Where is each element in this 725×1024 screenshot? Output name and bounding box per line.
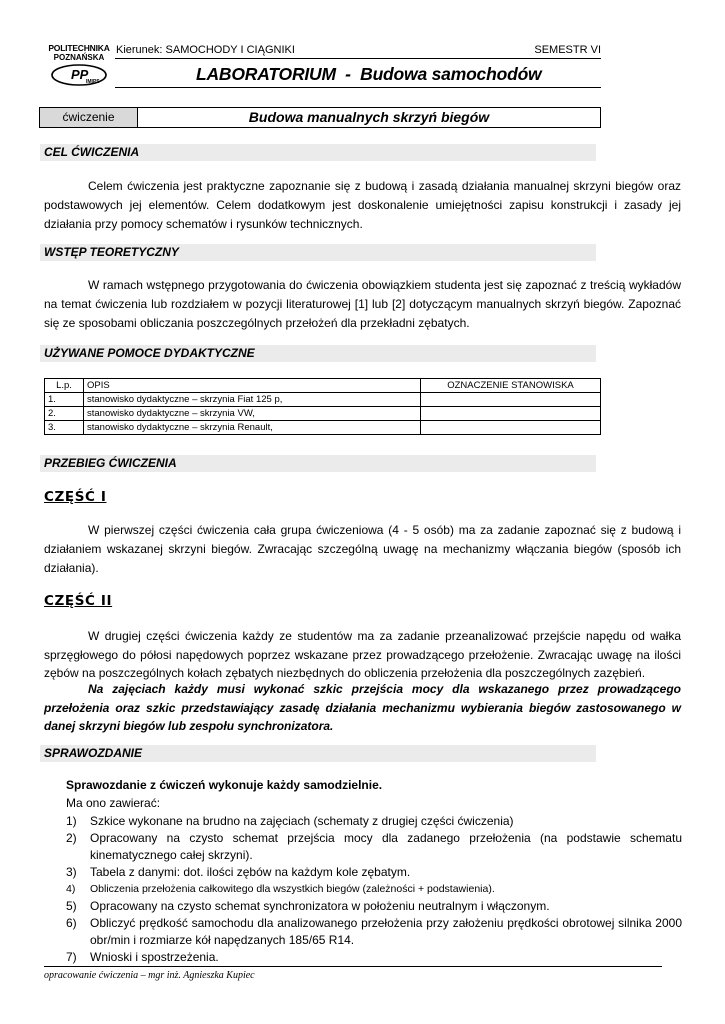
table-cell — [421, 407, 601, 421]
part-1-title: CZĘŚĆ I — [44, 489, 107, 505]
table-row — [45, 421, 601, 435]
report-bold-line: Sprawozdanie z ćwiczeń wykonuje każdy samodzielnie. — [66, 778, 383, 792]
report-intro: Ma ono zawierać: — [66, 796, 161, 810]
footer-divider — [44, 966, 662, 967]
part-1-text: W pierwszej części ćwiczenia cała grupa ćwiczeniowa (4 - 5 osób) ma za zadanie zapoznać się z budową i działaniem wskazanej skrzyni biegów. Zwracając szczególną uwagę na mechanizmy włączania biegów (sposób ich działania). — [44, 523, 681, 575]
list-number: 5) — [66, 899, 77, 913]
table-cell: stanowisko dydaktyczne – skrzynia Renault, — [84, 421, 421, 435]
list-number: 7) — [66, 950, 77, 964]
list-text: Wnioski i spostrzeżenia. — [90, 950, 219, 964]
list-number: 2) — [66, 831, 77, 845]
table-row — [45, 407, 601, 421]
list-item — [66, 813, 682, 830]
list-text: Obliczyć prędkość samochodu dla analizowanego przełożenia przy założeniu prędkości obrotowej silnika 2000 obr/min i rozmiarze kół napędzanych 185/65 R14. — [90, 916, 682, 947]
list-number: 4) — [66, 883, 76, 895]
list-text: Opracowany na czysto schemat przejścia mocy dla zadanego przełożenia (na podstawie schematu kinematycznego całej skrzyni). — [90, 831, 682, 862]
section-aids-header: UŻYWANE POMOCE DYDAKTYCZNE — [40, 345, 596, 362]
table-header-cell: OZNACZENIE STANOWISKA — [421, 379, 601, 393]
list-item — [66, 949, 682, 966]
table-header-cell: OPIS — [84, 379, 421, 393]
list-item — [66, 881, 682, 898]
section-report-header: SPRAWOZDANIE — [40, 745, 596, 762]
table-cell: 1. — [45, 393, 84, 407]
table-cell: stanowisko dydaktyczne – skrzynia Fiat 125 p, — [84, 393, 421, 407]
section-procedure-header: PRZEBIEG ĆWICZENIA — [40, 455, 596, 472]
list-text: Obliczenia przełożenia całkowitego dla wszystkich biegów (zależności + podstawienia). — [90, 883, 495, 895]
table-header-cell: L.p. — [45, 379, 84, 393]
list-item — [66, 830, 682, 864]
goal-text: Celem ćwiczenia jest praktyczne zapoznanie się z budową i zasadą działania manualnej skrzyni biegów oraz podstawowych jej elementów. Celem dodatkowym jest doskonalenie umiejętności zapisu konstrukcji i zasady jej działania przy pomocy schematów i rysunków technicznych. — [44, 179, 681, 231]
theory-text: W ramach wstępnego przygotowania do ćwiczenia obowiązkiem studenta jest się zapoznać z treścią wykładów na temat ćwiczenia lub rozdziałem w pozycji literaturowej [1] lub [2] dotyczącym manualnych skrzyń biegów. Zapoznać się ze sposobami obliczania poszczególnych przełożeń dla przekładni zębatych. — [44, 278, 681, 330]
exercise-box — [39, 107, 601, 128]
table-cell: 3. — [45, 421, 84, 435]
table-header-row — [45, 379, 601, 393]
footer-author: opracowanie ćwiczenia – mgr inż. Agnieszka Kupiec — [44, 970, 255, 981]
part-2-title: CZĘŚĆ II — [44, 593, 113, 609]
semester: SEMESTR VI — [534, 44, 601, 56]
exercise-title: Budowa manualnych skrzyń biegów — [248, 109, 490, 125]
aids-table — [44, 378, 601, 435]
header-divider — [115, 58, 601, 59]
table-cell — [421, 421, 601, 435]
table-cell: 2. — [45, 407, 84, 421]
logo-mark: PP — [71, 67, 89, 82]
field-of-study: Kierunek: SAMOCHODY I CIĄGNIKI — [116, 44, 295, 56]
list-item — [66, 915, 682, 949]
part-2-bold-text: Na zajęciach każdy musi wykonać szkic przejścia mocy dla wskazanego przez prowadzącego przełożenia oraz szkic przedstawiający zasadę działania mechanizmu wybierania biegów zastosowanego w danej skrzyni biegów lub zespołu synchronizatora. — [44, 682, 681, 733]
logo-sub: IMIPS — [86, 79, 100, 85]
header-divider-bottom — [115, 87, 601, 88]
logo-emblem-icon — [50, 63, 108, 87]
report-list — [66, 813, 682, 966]
list-number: 1) — [66, 814, 77, 828]
list-text: Szkice wykonane na brudno na zajęciach (schematy z drugiej części ćwiczenia) — [90, 814, 514, 828]
table-cell: stanowisko dydaktyczne – skrzynia VW, — [84, 407, 421, 421]
table-cell — [421, 393, 601, 407]
list-text: Opracowany na czysto schemat synchronizatora w położeniu neutralnym i włączonym. — [90, 899, 550, 913]
list-item — [66, 864, 682, 881]
university-logo — [44, 43, 114, 89]
part-2-text: W drugiej części ćwiczenia każdy ze studentów ma za zadanie przeanalizować przejście napędu od wałka sprzęgłowego do półosi napędowych poprzez wskazane przez prowadzącego przełożenie. Zwracając uwagę na ilości zębów na poszczególnych kołach zębatych niezbędnych do obliczenia przełożenia dla poszczególnych zazębień. — [44, 629, 681, 680]
page-title: LABORATORIUM - Budowa samochodów — [196, 64, 542, 84]
section-goal-header: CEL ĆWICZENIA — [40, 144, 596, 161]
list-item — [66, 898, 682, 915]
logo-line2: POZNAŃSKA — [53, 53, 105, 62]
section-theory-header: WSTĘP TEORETYCZNY — [40, 244, 596, 261]
list-number: 6) — [66, 916, 77, 930]
logo-line1: POLITECHNIKA — [48, 43, 110, 53]
list-text: Tabela z danymi: dot. ilości zębów na każdym kole zębatym. — [90, 865, 411, 879]
exercise-label: ćwiczenie — [40, 108, 138, 127]
table-row — [45, 393, 601, 407]
list-number: 3) — [66, 865, 77, 879]
